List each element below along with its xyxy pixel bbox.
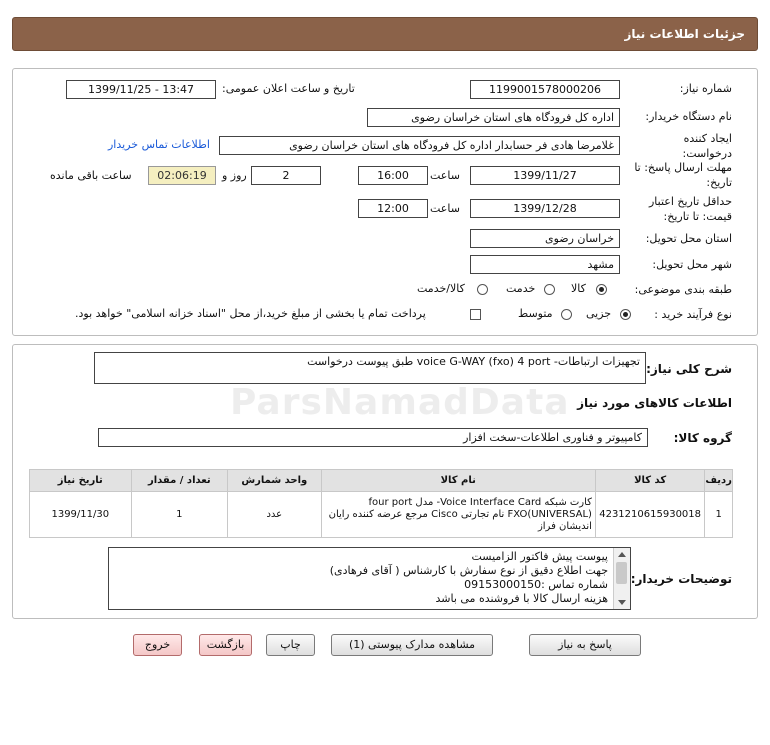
process-label: نوع فرآیند خرید : bbox=[654, 308, 732, 321]
province-field: خراسان رضوی bbox=[470, 229, 620, 248]
reply-deadline-label: مهلت ارسال پاسخ: تا تاریخ: bbox=[634, 161, 732, 189]
goods-group-field: کامپیوتر و فناوری اطلاعات-سخت افزار bbox=[98, 428, 648, 447]
category-radio-goods-service[interactable] bbox=[477, 284, 488, 295]
table-row[interactable] bbox=[30, 492, 733, 538]
scroll-thumb[interactable] bbox=[616, 562, 627, 584]
city-label: شهر محل تحویل: bbox=[652, 258, 732, 271]
remaining-label: ساعت باقی مانده bbox=[50, 169, 132, 182]
description-field bbox=[94, 352, 646, 384]
col-quantity: تعداد / مقدار bbox=[131, 470, 227, 492]
category-option-goods-service: کالا/خدمت bbox=[417, 282, 465, 295]
buyer-contact-link[interactable]: اطلاعات تماس خریدار bbox=[108, 138, 210, 151]
row-code: 4231210615930018 bbox=[595, 492, 704, 538]
attachments-button[interactable]: مشاهده مدارک پیوستی (1) bbox=[331, 634, 493, 656]
validity-date-field: 1399/12/28 bbox=[470, 199, 620, 218]
need-number-field: 1199001578000206 bbox=[470, 80, 620, 99]
row-name-line-3: اندیشان فراز bbox=[537, 520, 592, 532]
reply-time-label: ساعت bbox=[430, 169, 460, 182]
back-button[interactable]: بازگشت bbox=[199, 634, 252, 656]
buyer-notes-scrollbar[interactable] bbox=[613, 548, 630, 609]
need-number-label: شماره نیاز: bbox=[679, 82, 732, 95]
buyer-org-field: اداره کل فرودگاه های استان خراسان رضوی bbox=[367, 108, 620, 127]
creator-field: غلامرضا هادی فر حسابدار اداره کل فرودگاه های استان خراسان رضوی bbox=[219, 136, 620, 155]
buyer-note-line: هزینه ارسال کالا با فروشنده می باشد bbox=[435, 592, 608, 605]
category-option-goods: کالا bbox=[571, 282, 586, 295]
validity-time-field: 12:00 bbox=[358, 199, 428, 218]
goods-table-header bbox=[30, 470, 733, 492]
days-label: روز و bbox=[222, 169, 247, 182]
process-radio-medium[interactable] bbox=[561, 309, 572, 320]
col-index: ردیف bbox=[705, 470, 733, 492]
buyer-notes-content bbox=[113, 550, 608, 606]
col-date: تاریخ نیاز bbox=[30, 470, 132, 492]
exit-button[interactable]: خروج bbox=[133, 634, 182, 656]
city-field: مشهد bbox=[470, 255, 620, 274]
announce-label: تاریخ و ساعت اعلان عمومی: bbox=[222, 82, 355, 95]
validity-time-label: ساعت bbox=[430, 202, 460, 215]
goods-group-label: گروه کالا: bbox=[673, 431, 732, 445]
row-unit: عدد bbox=[228, 492, 321, 538]
price-validity-label: حداقل تاریخ اعتبار قیمت: تا تاریخ: bbox=[648, 195, 732, 223]
row-quantity: 1 bbox=[131, 492, 227, 538]
buyer-org-label: نام دستگاه خریدار: bbox=[645, 110, 732, 123]
creator-label: ایجاد کننده درخواست: bbox=[682, 132, 732, 160]
description-text: تجهیزات ارتباطات- voice G-WAY (fxo) 4 port طبق پیوست درخواست bbox=[307, 355, 640, 368]
treasury-payment-checkbox[interactable] bbox=[470, 309, 481, 320]
page-title: جزئیات اطلاعات نیاز bbox=[624, 27, 745, 41]
print-button[interactable]: چاپ bbox=[266, 634, 315, 656]
scroll-down-icon[interactable] bbox=[618, 600, 626, 605]
goods-section-title: اطلاعات کالاهای مورد نیاز bbox=[577, 396, 732, 410]
row-index: 1 bbox=[705, 492, 733, 538]
reply-button[interactable]: پاسخ به نیاز bbox=[529, 634, 641, 656]
col-code: کد کالا bbox=[595, 470, 704, 492]
province-label: استان محل تحویل: bbox=[645, 232, 732, 245]
description-label: شرح کلی نیاز: bbox=[646, 362, 732, 376]
row-name bbox=[321, 492, 595, 538]
treasury-payment-note: پرداخت تمام یا بخشی از مبلغ خرید،از محل "اسناد خزانه اسلامی" خواهد بود. bbox=[75, 307, 426, 320]
col-unit: واحد شمارش bbox=[228, 470, 321, 492]
category-radio-goods[interactable] bbox=[596, 284, 607, 295]
buyer-note-line: جهت اطلاع دقیق از نوع سفارش با کارشناس ( آقای فرهادی) bbox=[329, 564, 608, 577]
process-option-medium: متوسط bbox=[518, 307, 553, 320]
days-field: 2 bbox=[251, 166, 321, 185]
category-option-service: خدمت bbox=[506, 282, 536, 295]
buyer-note-line: پیوست پیش فاکتور الزامیست bbox=[471, 550, 608, 563]
announce-field: 1399/11/25 - 13:47 bbox=[66, 80, 216, 99]
process-radio-minor[interactable] bbox=[620, 309, 631, 320]
category-radio-service[interactable] bbox=[544, 284, 555, 295]
scroll-up-icon[interactable] bbox=[618, 552, 626, 557]
col-name: نام کالا bbox=[321, 470, 595, 492]
reply-time-field: 16:00 bbox=[358, 166, 428, 185]
buyer-notes-label: توضیحات خریدار: bbox=[630, 572, 732, 586]
process-option-minor: جزیی bbox=[586, 307, 612, 320]
reply-date-field: 1399/11/27 bbox=[470, 166, 620, 185]
row-date: 1399/11/30 bbox=[30, 492, 132, 538]
remaining-time-field: 02:06:19 bbox=[148, 166, 216, 185]
buyer-notes-textarea[interactable] bbox=[108, 547, 631, 610]
category-label: طبقه بندی موضوعی: bbox=[634, 283, 732, 296]
goods-table bbox=[29, 469, 733, 538]
row-name-line-1: کارت شبکه Voice Interface Card- مدل four port bbox=[368, 496, 592, 508]
row-name-line-2: FXO(UNIVERSAL) نام تجارتی Cisco مرجع عرضه کننده رایان bbox=[328, 508, 592, 520]
buyer-note-line: شماره تماس :09153000150 bbox=[464, 578, 608, 591]
page-header bbox=[12, 17, 758, 51]
